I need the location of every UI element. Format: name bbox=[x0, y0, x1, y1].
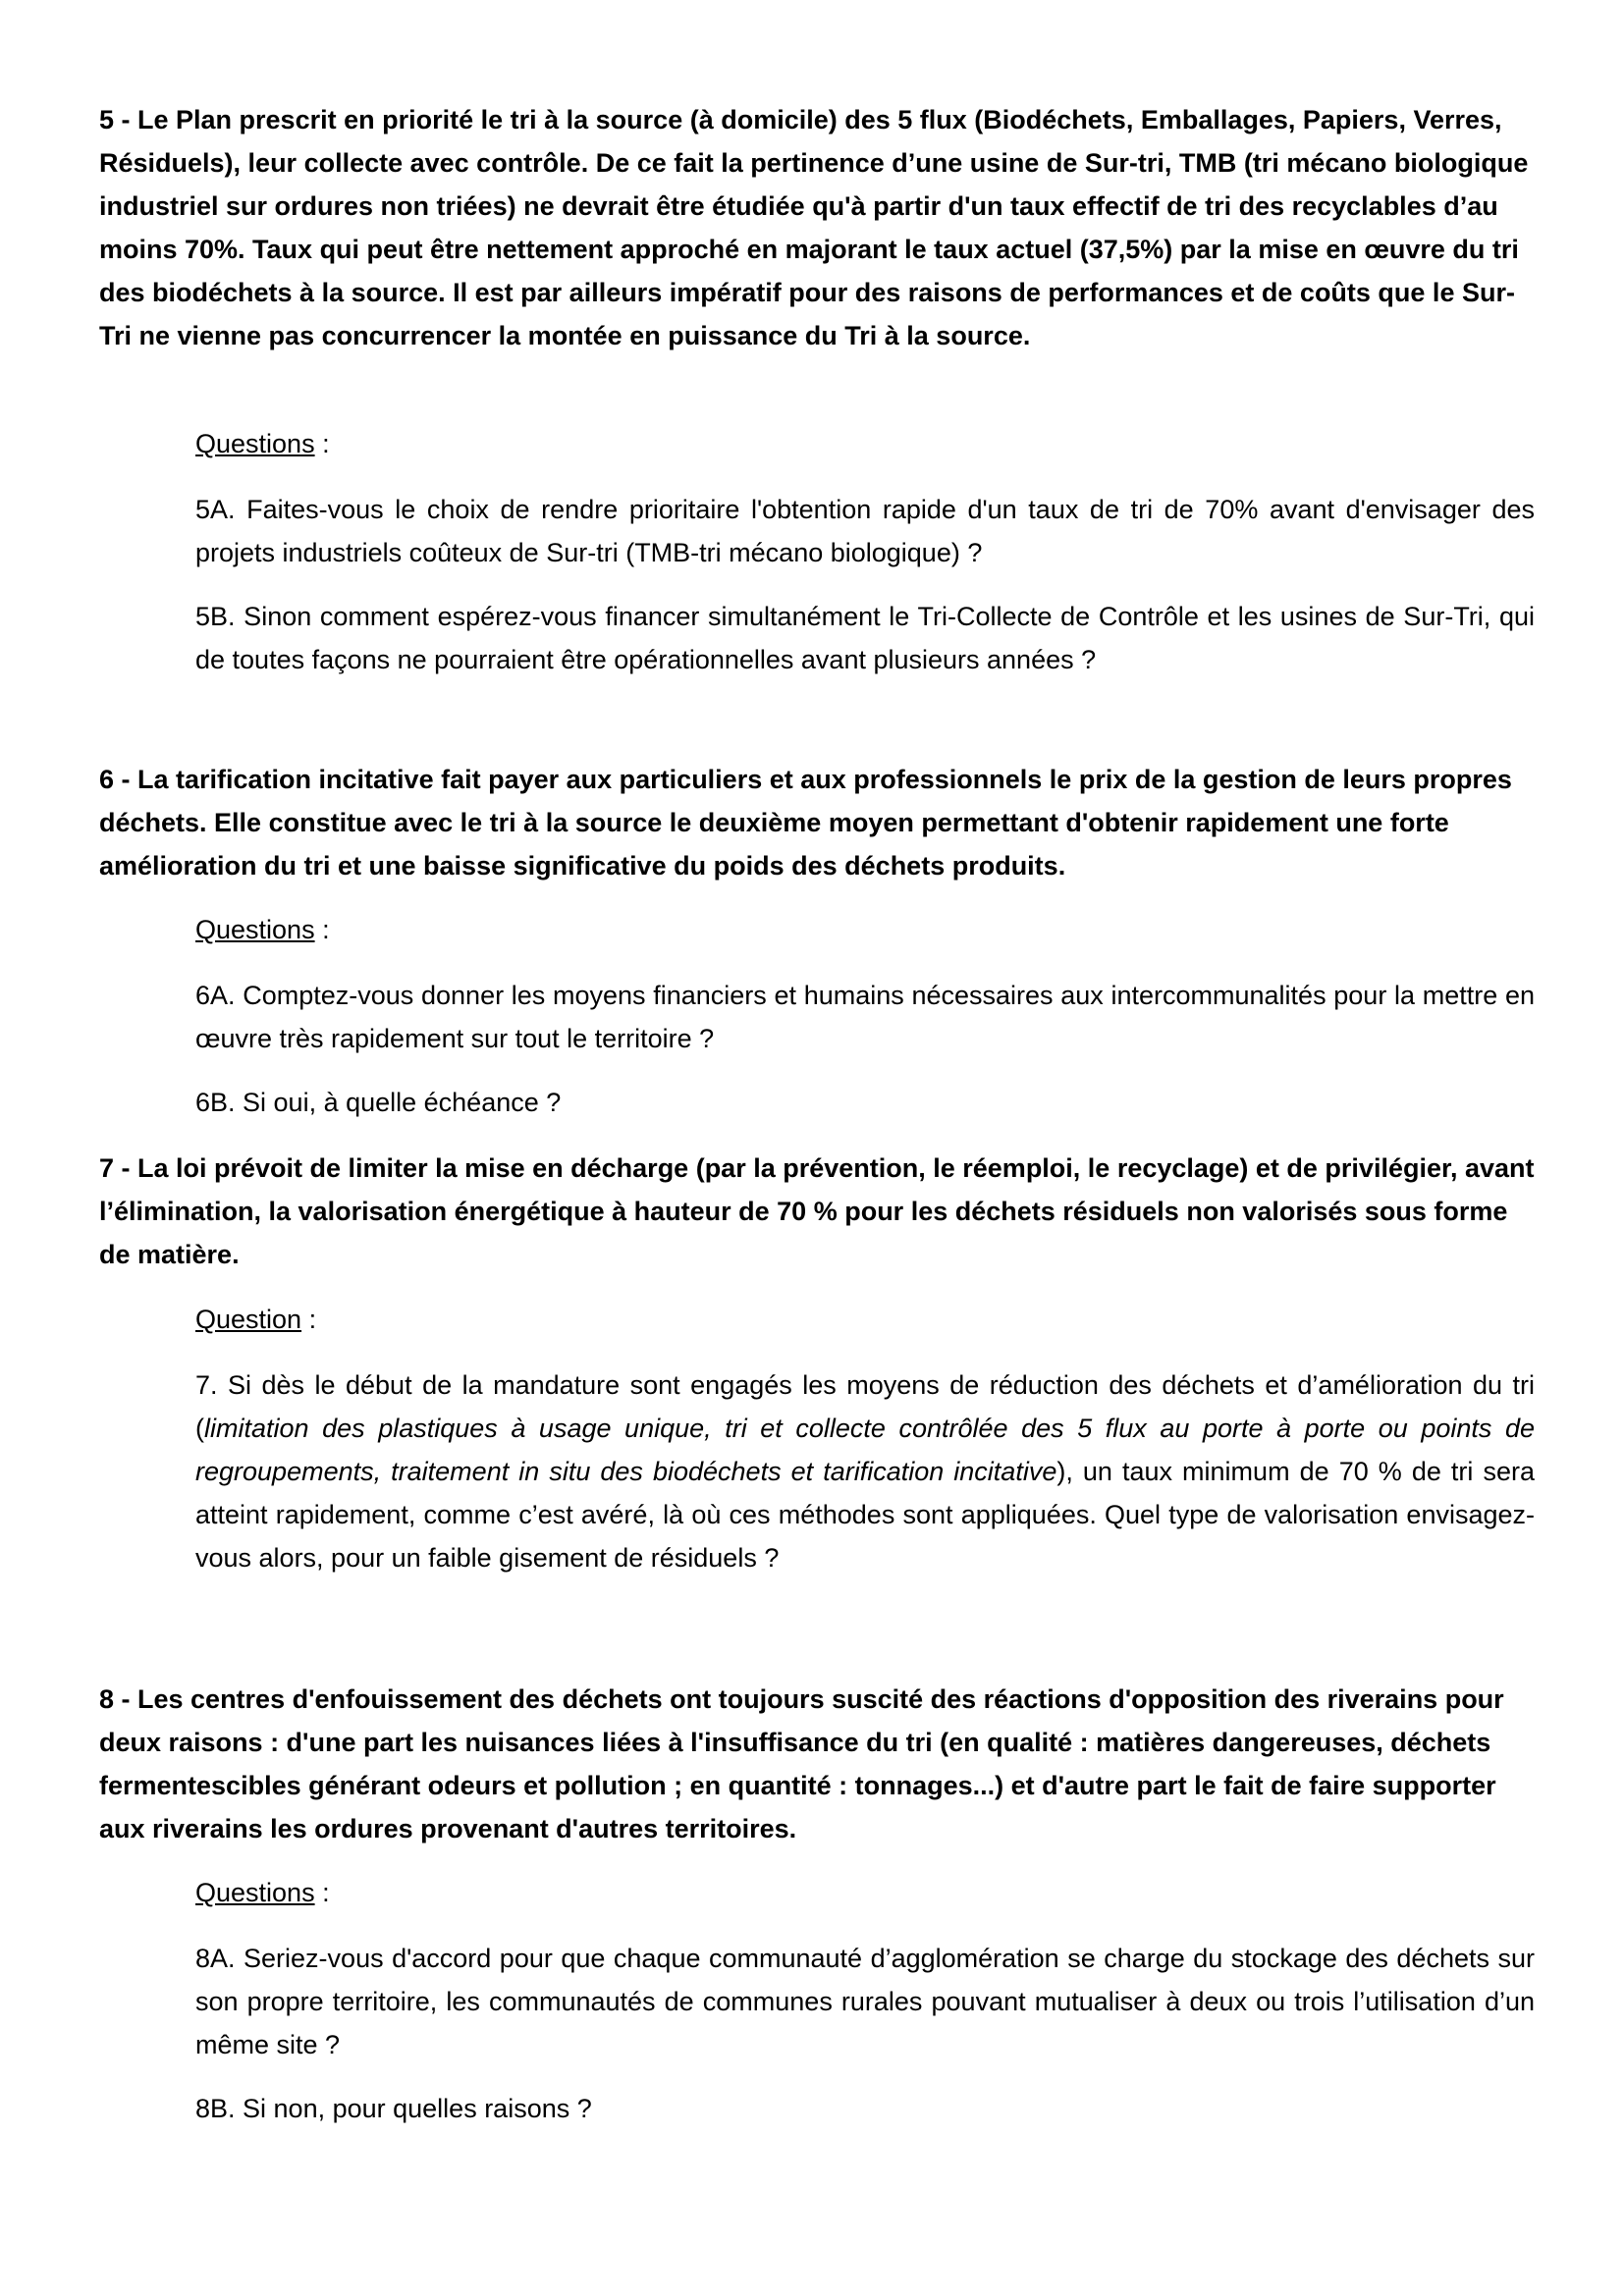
question-7-text-start: 7. Si dès le début de la mandature sont engagés les moyens de réduction des déchets et d’amélioration du tri ( bbox=[195, 1370, 1535, 1443]
questions-colon: : bbox=[314, 429, 330, 458]
questions-heading: Questions bbox=[195, 1878, 315, 1907]
section-7-questions-label bbox=[195, 1298, 316, 1341]
question-7 bbox=[195, 1363, 1535, 1579]
section-8-intro: 8 - Les centres d'enfouissement des déchets ont toujours suscité des réactions d'opposition des riverains pour deux raisons : d'une part les nuisances liées à l'insuffisance du tri (en qualité : matières dangereuses, déchets fermentescibles générant odeurs et pollution ; en quantité : tonnages...) et d'autre part le fait de faire supporter aux riverains les ordures provenant d'autres territoires. bbox=[99, 1684, 1504, 1843]
question-7-text-end: ), un taux minimum de 70 % de tri sera atteint rapidement, comme c’est avéré, là où ces méthodes sont appliquées. Quel type de valorisation envisagez-vous alors, pour un faible gisement de résiduels ? bbox=[195, 1457, 1535, 1573]
section-5-questions-label bbox=[195, 422, 330, 465]
question-5a: 5A. Faites-vous le choix de rendre prioritaire l'obtention rapide d'un taux de tri de 70% avant d'envisager des projets industriels coûteux de Sur-tri (TMB-tri mécano biologique) ? bbox=[195, 495, 1535, 567]
question-5b: 5B. Sinon comment espérez-vous financer simultanément le Tri-Collecte de Contrôle et les usines de Sur-Tri, qui de toutes façons ne pourraient être opérationnelles avant plusieurs années ? bbox=[195, 602, 1535, 674]
questions-heading: Question bbox=[195, 1305, 302, 1334]
section-7-intro: 7 - La loi prévoit de limiter la mise en décharge (par la prévention, le réemploi, le recyclage) et de privilégier, avant l’élimination, la valorisation énergétique à hauteur de 70 % pour les déchets résiduels non valorisés sous forme de matière. bbox=[99, 1153, 1535, 1269]
question-6a: 6A. Comptez-vous donner les moyens financiers et humains nécessaires aux intercommunalités pour la mettre en œuvre très rapidement sur tout le territoire ? bbox=[195, 981, 1535, 1053]
section-6 bbox=[99, 758, 1535, 887]
section-8 bbox=[99, 1678, 1535, 1850]
section-6-questions-label bbox=[195, 908, 330, 951]
section-6-intro: 6 - La tarification incitative fait payer aux particuliers et aux professionnels le prix de la gestion de leurs propres déchets. Elle constitue avec le tri à la source le deuxième moyen permettant d'obtenir rapidement une forte amélioration du tri et une baisse significative du poids des déchets produits. bbox=[99, 765, 1512, 881]
section-5 bbox=[99, 98, 1535, 357]
questions-heading: Questions bbox=[195, 915, 315, 944]
questions-heading: Questions bbox=[195, 429, 315, 458]
question-8a: 8A. Seriez-vous d'accord pour que chaque communauté d’agglomération se charge du stockage des déchets sur son propre territoire, les communautés de communes rurales pouvant mutualiser à deux ou trois l’utilisation d’un même site ? bbox=[195, 1944, 1535, 2059]
questions-colon: : bbox=[314, 915, 330, 944]
section-5-intro: 5 - Le Plan prescrit en priorité le tri à la source (à domicile) des 5 flux (Biodéchets, Emballages, Papiers, Verres, Résiduels), leur collecte avec contrôle. De ce fait la pertinence d’une usine de Sur-tri, TMB (tri mécano biologique industriel sur ordures non triées) ne devrait être étudiée qu'à partir d'un taux effectif de tri des recyclables d’au moins 70%. Taux qui peut être nettement approché en majorant le taux actuel (37,5%) par la mise en œuvre du tri des biodéchets à la source. Il est par ailleurs impératif pour des raisons de performances et de coûts que le Sur-Tri ne vienne pas concurrencer la montée en puissance du Tri à la source. bbox=[99, 105, 1529, 350]
question-7-italic-list: limitation des plastiques à usage unique, tri et collecte contrôlée des 5 flux au porte à porte ou points de regroupements, traitement in situ des biodéchets et tarification incitative bbox=[195, 1414, 1535, 1486]
questions-colon: : bbox=[314, 1878, 330, 1907]
questions-colon: : bbox=[301, 1305, 317, 1334]
question-8b: 8B. Si non, pour quelles raisons ? bbox=[195, 2094, 592, 2123]
section-8-questions-label bbox=[195, 1871, 330, 1914]
question-6b: 6B. Si oui, à quelle échéance ? bbox=[195, 1088, 562, 1117]
section-7 bbox=[99, 1147, 1535, 1276]
